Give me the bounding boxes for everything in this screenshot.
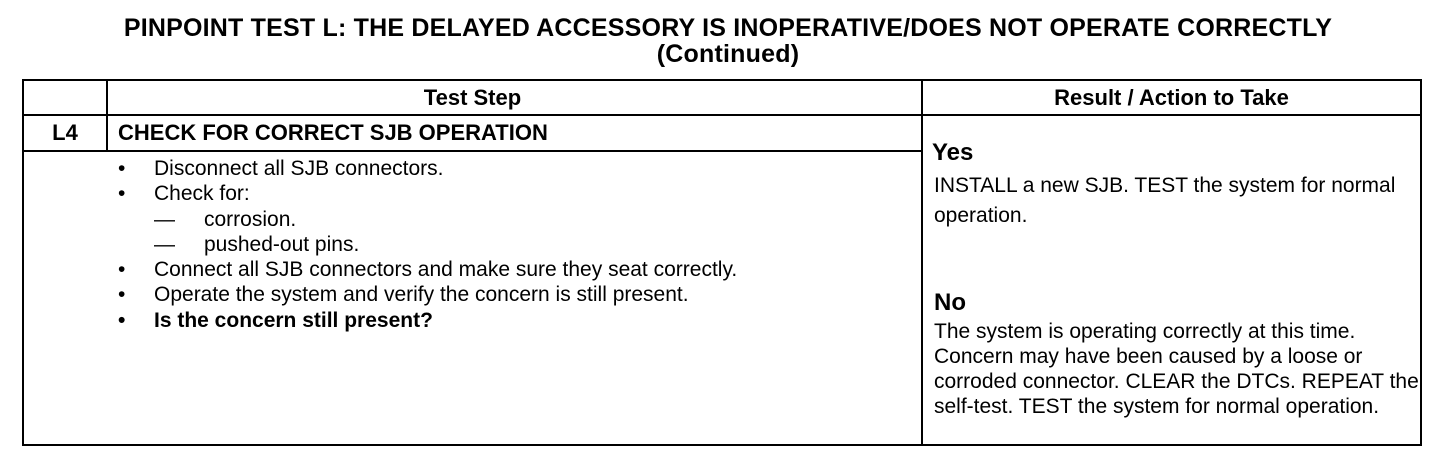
step-instructions [116,156,916,333]
header-result-action: Result / Action to Take [1054,85,1289,110]
result-yes-action: INSTALL a new SJB. TEST the system for normal operation. [934,174,1396,227]
page-subtitle: (Continued) [656,40,800,68]
result-no-action: The system is operating correctly at this time. Concern may have been caused by a loose or corroded connector. CLEAR the DTCs. REPEAT the self-test. TEST the system for normal operation. [934,320,1419,418]
step-heading-divider [24,150,921,152]
list-item: • Disconnect all SJB connectors. [116,156,916,181]
page-title: PINPOINT TEST L: THE DELAYED ACCESSORY IS INOPERATIVE/DOES NOT OPERATE CORRECTLY [123,14,1333,42]
list-item: • Connect all SJB connectors and make sure they seat correctly. [116,257,916,282]
column-divider [921,81,923,444]
step-id: L4 [52,120,78,145]
result-yes-label: Yes [932,139,974,166]
list-item: • Operate the system and verify the concern is still present. [116,282,916,307]
list-sub-item: — corrosion. [116,207,916,232]
step-question: • Is the concern still present? [116,308,916,333]
list-item: • Check for: [116,181,916,206]
result-no-label: No [934,289,966,316]
pinpoint-test-table [22,79,1422,446]
list-sub-item: — pushed-out pins. [116,232,916,257]
step-heading: CHECK FOR CORRECT SJB OPERATION [118,120,548,145]
header-test-step: Test Step [423,85,522,110]
